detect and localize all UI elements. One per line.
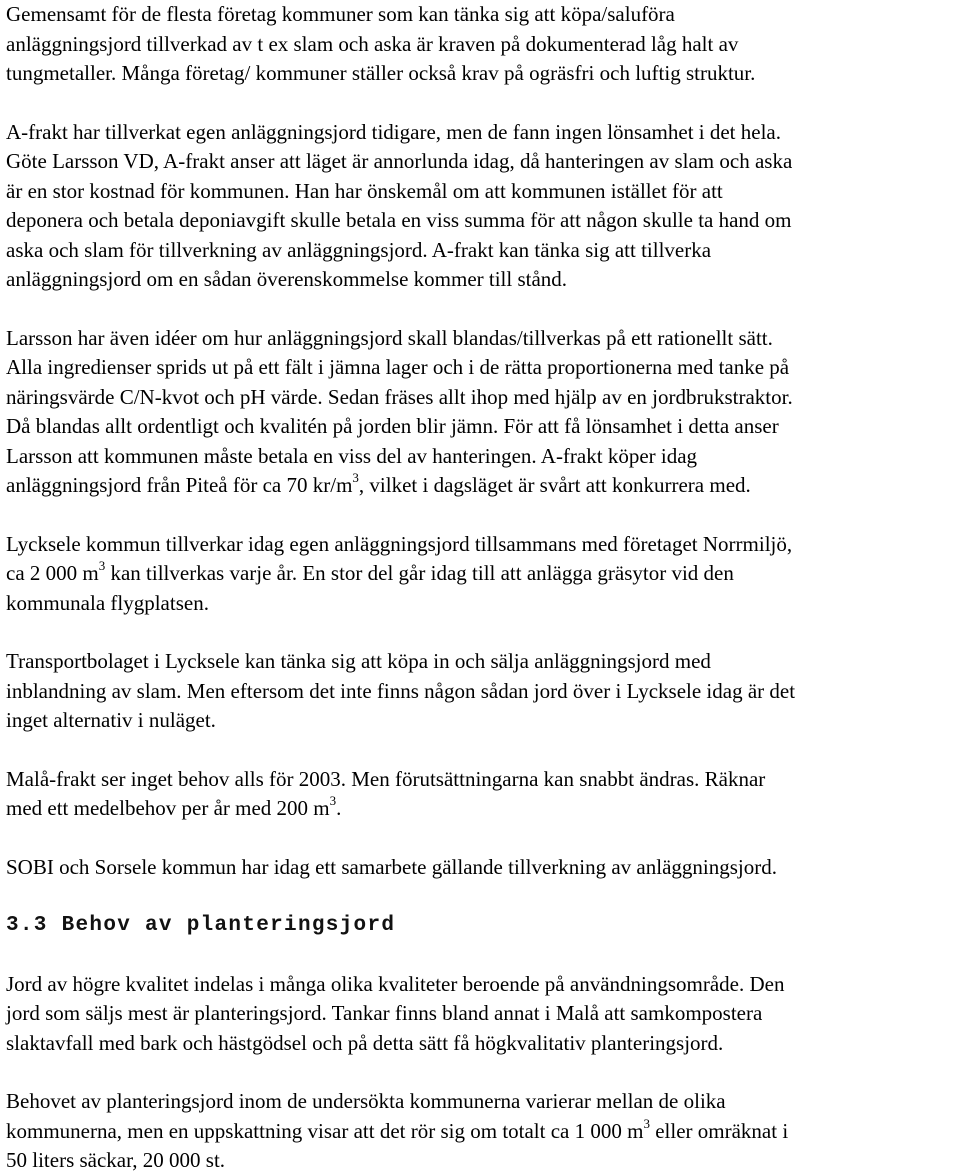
- text-line: A-frakt har tillverkat egen anläggningsjord tidigare, men de fann ingen lönsamhet i det hela.: [6, 119, 781, 144]
- text-line: slaktavfall med bark och hästgödsel och på detta sätt få högkvalitativ planteringsjord.: [6, 1030, 724, 1055]
- text-line: kommunala flygplatsen.: [6, 590, 209, 615]
- superscript: 3: [352, 470, 359, 485]
- text-line: Behovet av planteringsjord inom de undersökta kommunerna varierar mellan de olika: [6, 1089, 726, 1113]
- text-line: anläggningsjord tillverkad av t ex slam och aska är kraven på dokumenterad låg halt av: [6, 31, 739, 56]
- text-line: deponera och betala deponiavgift skulle betala en viss summa för att någon skulle ta hand om: [6, 208, 792, 232]
- text-segment: ca 2 000 m: [6, 561, 99, 585]
- text-line: [6, 794, 956, 824]
- text-line: Larsson har även idéer om hur anläggningsjord skall blandas/tillverkas på ett rationellt sätt.: [6, 325, 773, 350]
- text-segment: anläggningsjord från Piteå för ca 70 kr/m: [6, 473, 353, 497]
- paragraph-larsson-method: [6, 324, 956, 501]
- paragraph-sobi: [6, 853, 956, 883]
- text-line: inget alternativ i nuläget.: [6, 708, 216, 732]
- paragraph-a-frakt: [6, 118, 956, 295]
- text-line: inblandning av slam. Men eftersom det inte finns någon sådan jord över i Lycksele idag är det: [6, 678, 796, 703]
- document-page: [6, 0, 956, 1176]
- paragraph-planteringsjord-quality: [6, 970, 956, 1059]
- text-line: [6, 559, 956, 589]
- paragraph-mala-frakt: [6, 765, 956, 824]
- text-line: Alla ingredienser sprids ut på ett fält i jämna lager och i de rätta proportionerna med tanke på: [6, 355, 790, 379]
- text-line: anläggningsjord om en sådan överenskommelse kommer till stånd.: [6, 267, 568, 291]
- text-line: Jord av högre kvalitet indelas i många olika kvaliteter beroende på användningsområde. Den: [6, 971, 785, 996]
- text-segment: eller omräknat i: [649, 1118, 789, 1143]
- superscript: 3: [643, 1115, 650, 1131]
- paragraph-lycksele: [6, 530, 956, 619]
- text-line: Gemensamt för de flesta företag kommuner som kan tänka sig att köpa/saluföra: [6, 2, 675, 26]
- text-line: SOBI och Sorsele kommun har idag ett samarbete gällande tillverkning av anläggningsjord.: [6, 854, 777, 879]
- section-heading: 3.3 Behov av planteringsjord: [6, 914, 396, 937]
- text-segment: .: [336, 796, 342, 820]
- text-line: Malå-frakt ser inget behov alls för 2003. Men förutsättningarna kan snabbt ändras. Räknar: [6, 766, 766, 791]
- superscript: 3: [98, 558, 106, 573]
- text-line: jord som säljs mest är planteringsjord. Tankar finns bland annat i Malå att samkompostera: [6, 1001, 763, 1025]
- text-segment: kommunerna, men en uppskattning visar att det rör sig om totalt ca 1 000 m: [6, 1118, 644, 1143]
- text-line: aska och slam för tillverkning av anläggningsjord. A-frakt kan tänka sig att tillverka: [6, 237, 712, 262]
- paragraph-planteringsjord-need: [6, 1087, 956, 1176]
- text-line: är en stor kostnad för kommunen. Han har önskemål om att kommunen istället för att: [6, 178, 723, 203]
- text-line: tungmetaller. Många företag/ kommuner ställer också krav på ogräsfri och luftig struktur.: [6, 61, 756, 85]
- text-segment: med ett medelbehov per år med 200 m: [6, 796, 330, 820]
- paragraph-transportbolaget: [6, 647, 956, 736]
- text-line: Göte Larsson VD, A-frakt anser att läget är annorlunda idag, då hanteringen av slam och aska: [6, 149, 793, 173]
- paragraph-requirements: [6, 0, 956, 89]
- text-line: Larsson att kommunen måste betala en viss del av hanteringen. A-frakt köper idag: [6, 443, 698, 468]
- text-segment: kan tillverkas varje år. En stor del går idag till att anlägga gräsytor vid den: [105, 561, 734, 585]
- text-segment: , vilket i dagsläget är svårt att konkurrera med.: [358, 473, 751, 497]
- text-line: [6, 471, 956, 501]
- text-line: näringsvärde C/N-kvot och pH värde. Sedan fräses allt ihop med hjälp av en jordbrukstraktor.: [6, 384, 793, 409]
- text-line: 50 liters säckar, 20 000 st.: [6, 1148, 226, 1172]
- text-line: Lycksele kommun tillverkar idag egen anläggningsjord tillsammans med företaget Norrmiljö,: [6, 531, 793, 556]
- text-line: Transportbolaget i Lycksele kan tänka sig att köpa in och sälja anläggningsjord med: [6, 649, 711, 673]
- text-line: [6, 1117, 956, 1147]
- superscript: 3: [329, 793, 337, 808]
- text-line: Då blandas allt ordentligt och kvalitén på jorden blir jämn. För att få lönsamhet i detta anser: [6, 414, 779, 438]
